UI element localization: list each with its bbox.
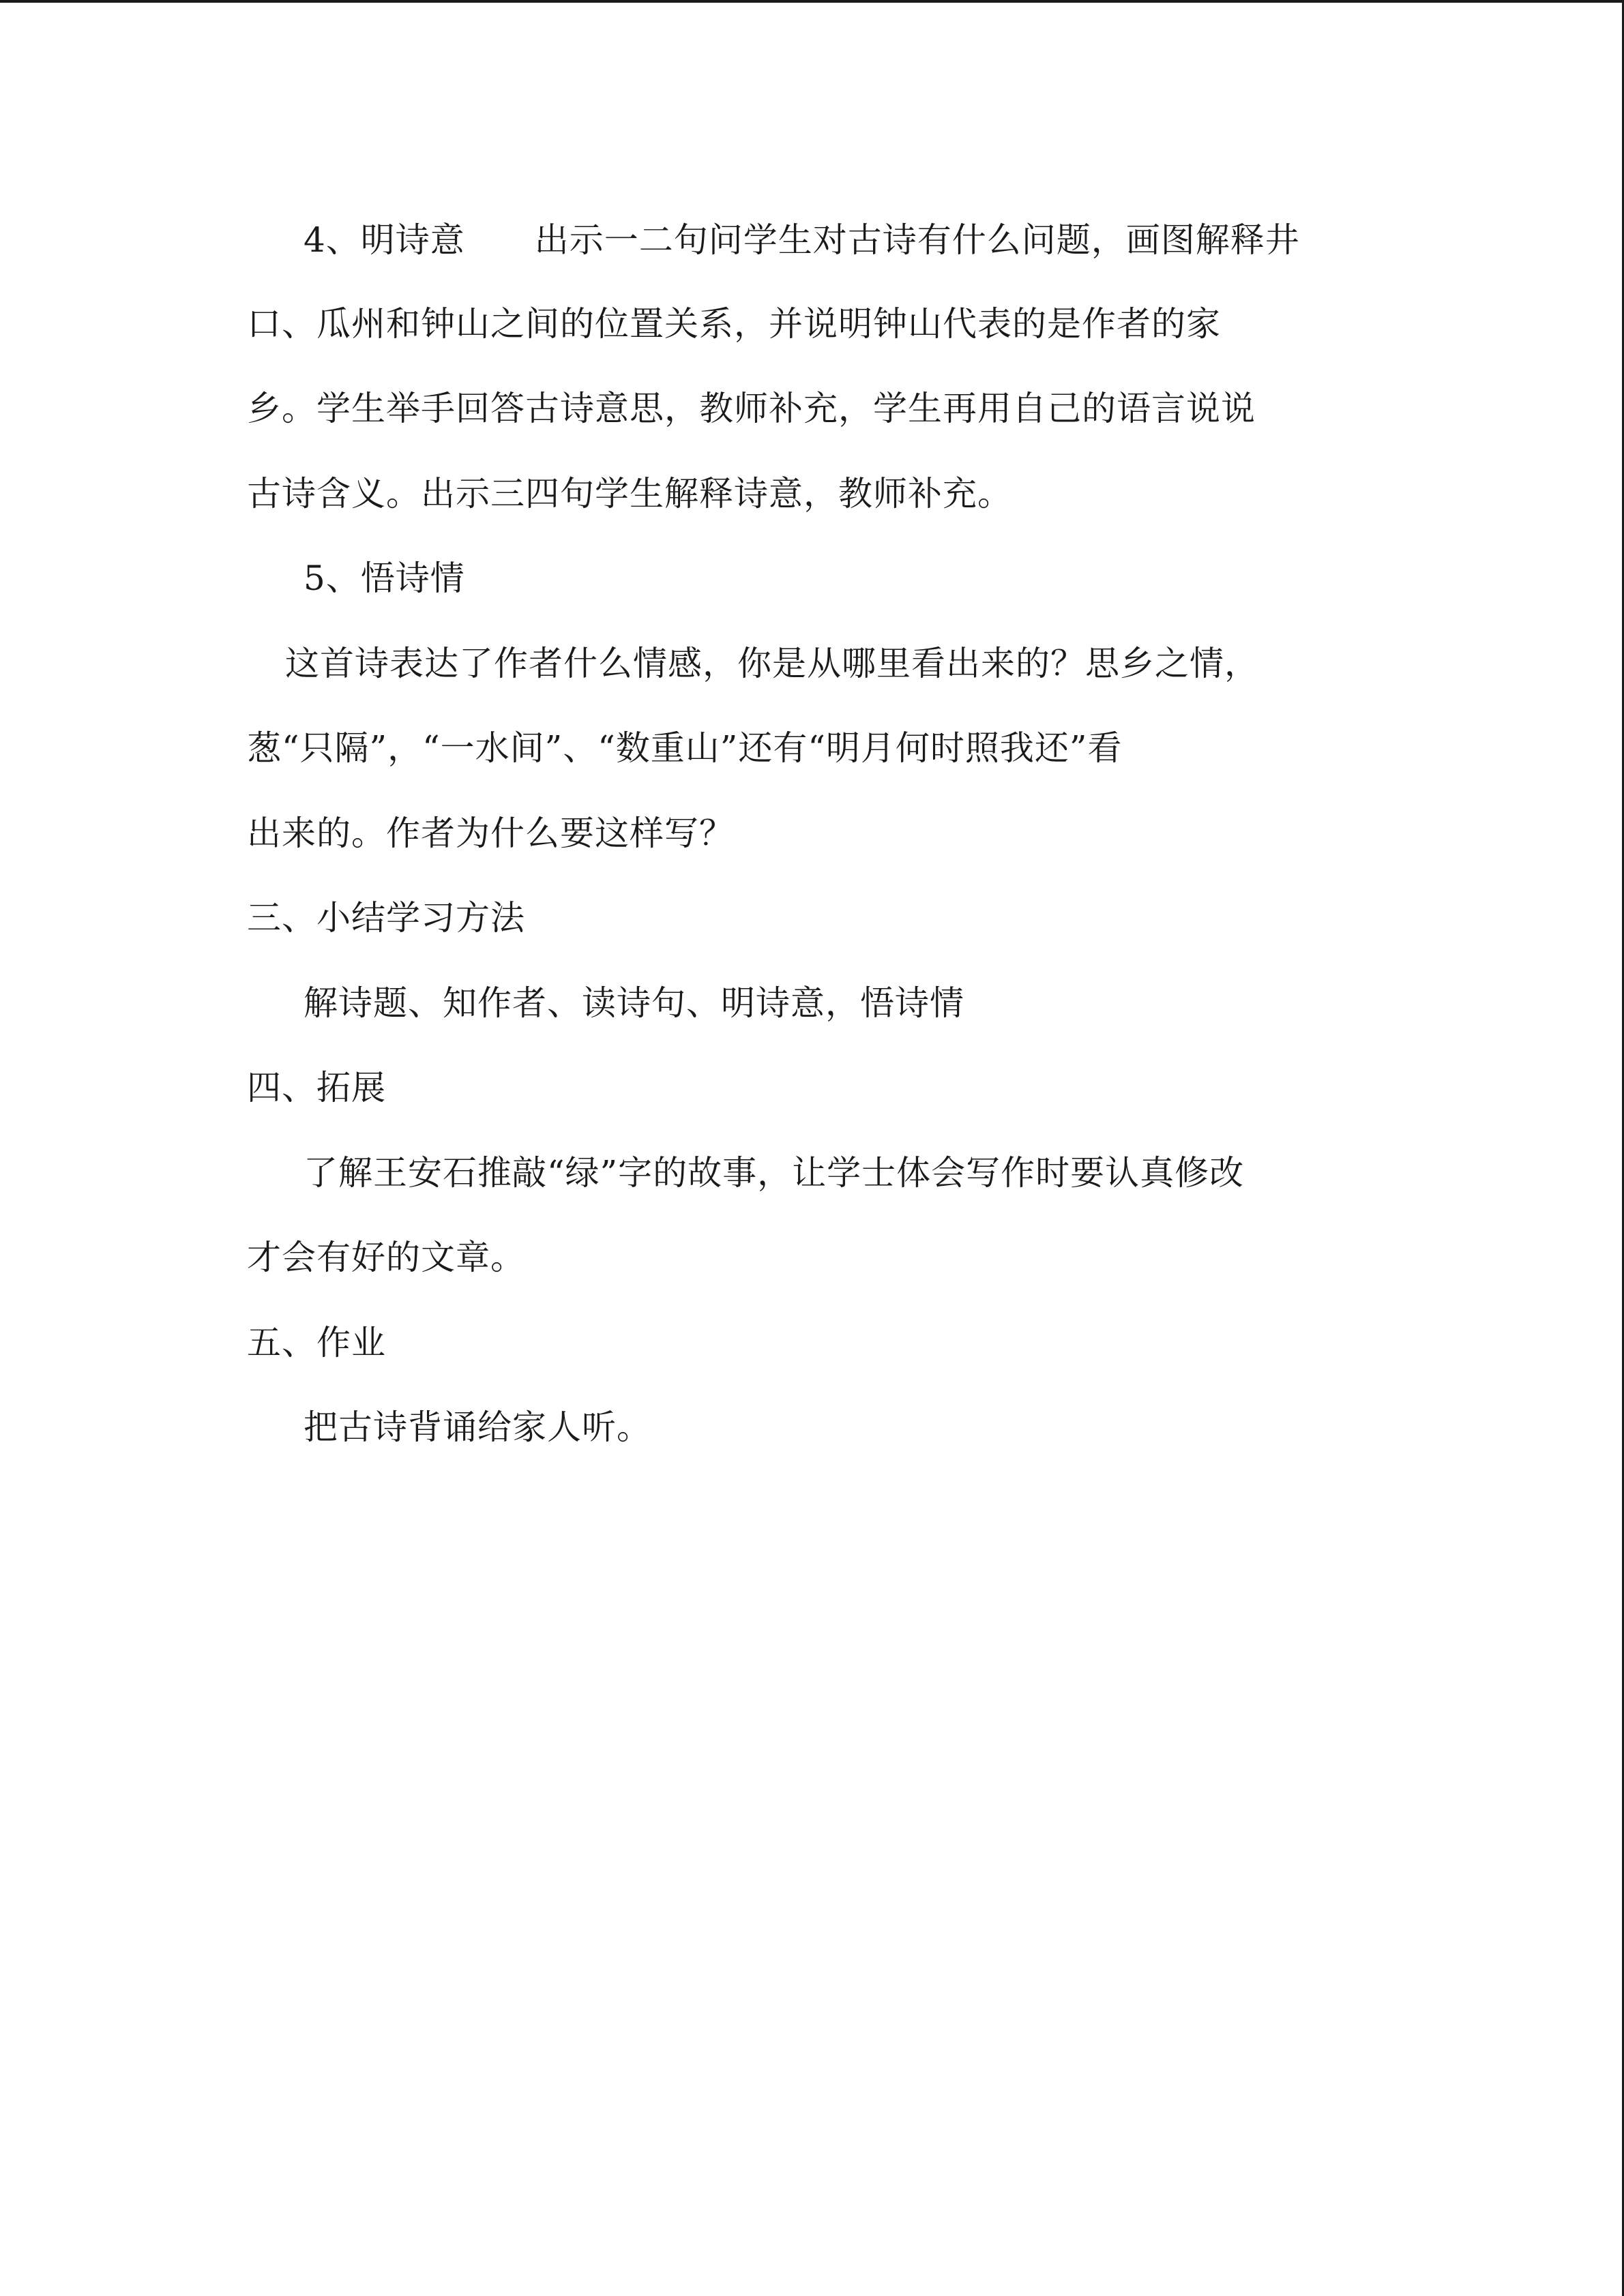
paragraph-line: 了解王安石推敲“绿”字的故事，让学士体会写作时要认真修改: [304, 1153, 1245, 1193]
paragraph-line: 乡。学生举手回答古诗意思，教师补充，学生再用自己的语言说说: [247, 389, 1256, 428]
paragraph-line: 口、瓜州和钟山之间的位置关系，并说明钟山代表的是作者的家: [247, 304, 1221, 344]
paragraph-line: 解诗题、知作者、读诗句、明诗意，悟诗情: [304, 983, 964, 1023]
paragraph-line: 古诗含义。出示三四句学生解释诗意，教师补充。: [247, 474, 1012, 513]
paragraph-line: 4、明诗意 出示一二句问学生对古诗有什么问题，画图解释井: [304, 220, 1300, 260]
paragraph-line: 才会有好的文章。: [247, 1238, 525, 1277]
paragraph-line: 这首诗表达了作者什么情感，你是从哪里看出来的？思乡之情，: [285, 644, 1259, 683]
paragraph-line: 出来的。作者为什么要这样写？: [247, 814, 734, 853]
subheading-line: 5、悟诗情: [304, 558, 465, 598]
section-heading: 三、小结学习方法: [247, 898, 525, 938]
section-heading: 五、作业: [247, 1323, 386, 1362]
paragraph-line: 把古诗背诵给家人听。: [304, 1407, 651, 1447]
page-top-border: [0, 0, 1624, 3]
paragraph-line: 葱“只隔”，“一水间”、“数重山”还有“明月何时照我还”看: [247, 728, 1123, 768]
section-heading: 四、拓展: [247, 1068, 386, 1107]
